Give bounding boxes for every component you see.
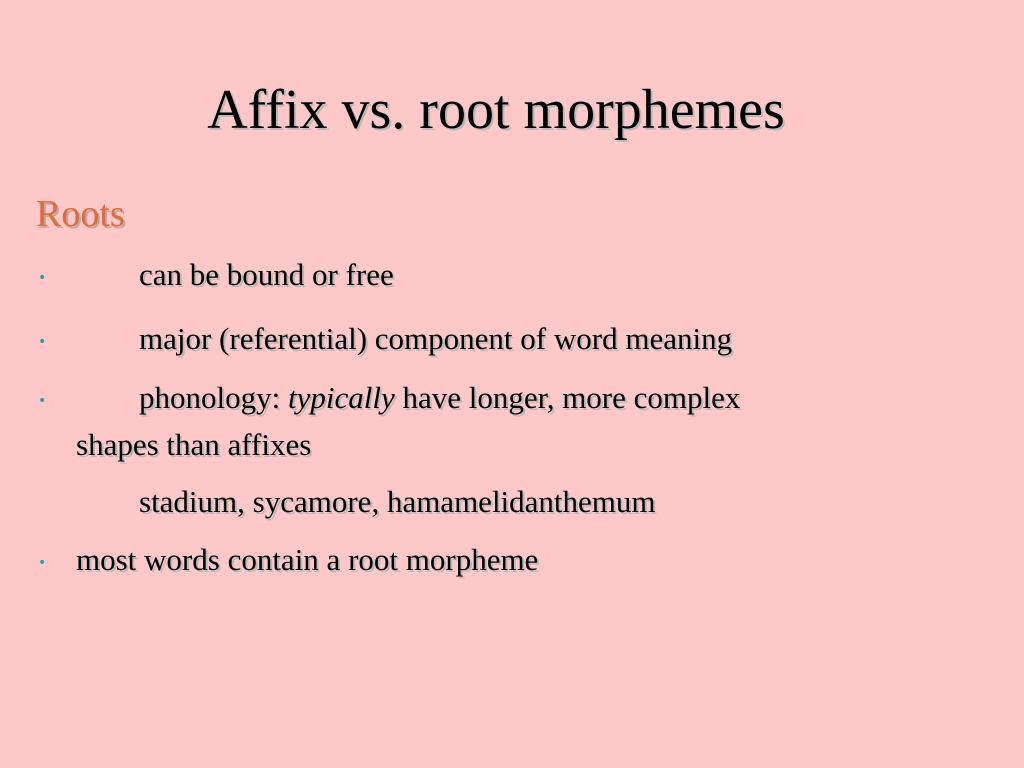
bullet-text-phonology (139, 378, 740, 418)
bullet-dot: • (38, 393, 47, 409)
bullet-dot: • (38, 270, 47, 286)
bullet-text-bound-or-free: can be bound or free (139, 257, 394, 292)
slide-title: Affix vs. root morphemes (207, 79, 785, 141)
phonology-emphasis: typically (287, 380, 395, 415)
bullet-text-root-morpheme: most words contain a root morpheme (76, 542, 539, 577)
example-words: stadium, sycamore, hamamelidanthemum (139, 484, 656, 519)
bullet-text-word-meaning: major (referential) component of word meaning (139, 321, 733, 356)
phonology-lead: phonology: (139, 380, 288, 415)
section-heading-roots: Roots (36, 193, 125, 235)
bullet-dot: • (38, 334, 47, 350)
phonology-rest: have longer, more complex (394, 380, 741, 415)
bullet-text-phonology-continuation: shapes than affixes (76, 427, 312, 462)
bullet-dot: • (38, 555, 47, 571)
